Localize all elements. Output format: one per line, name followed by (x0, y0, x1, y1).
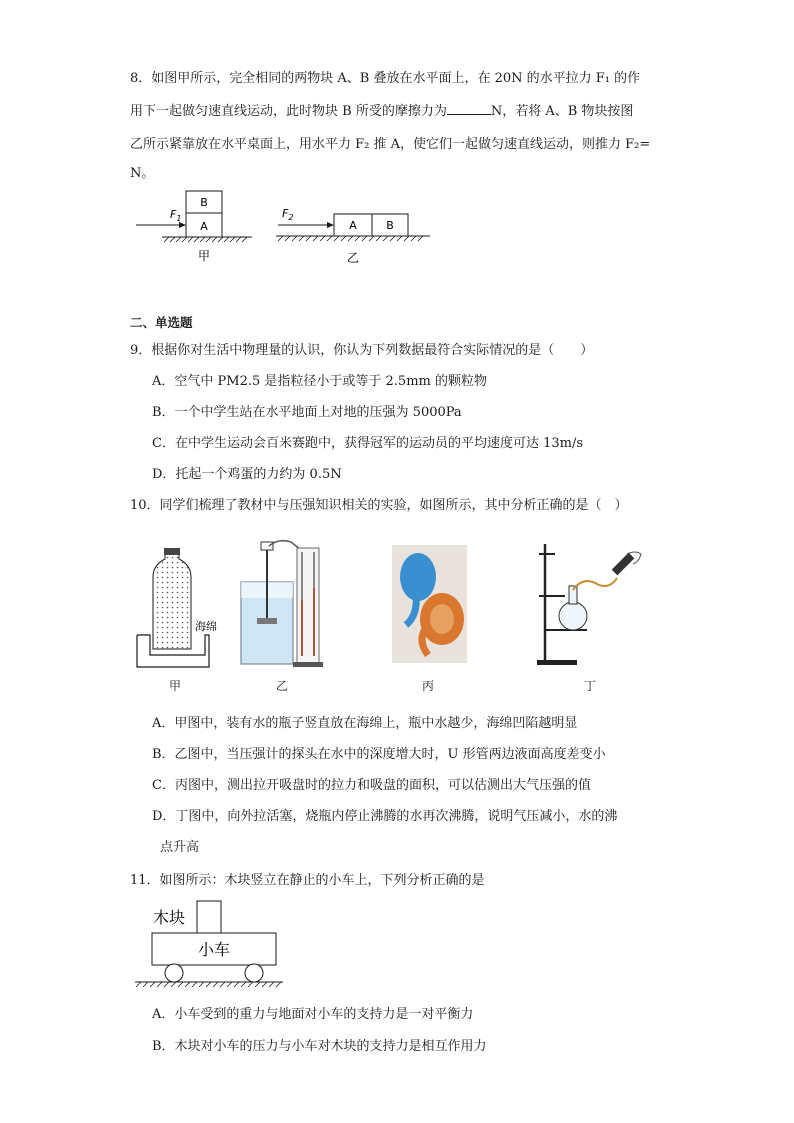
block-a-label: A (349, 219, 357, 232)
q8-line-2b: N，若将 A、B 物块按图 (490, 104, 634, 119)
wood-block-label: 木块 (153, 908, 186, 927)
q8-line-3 (130, 133, 650, 152)
probe-head (257, 618, 277, 624)
q10-option-b[interactable]: B．乙图中，当压强计的探头在水中的深度增大时，U 形管两边液面高度差变小 (152, 747, 606, 762)
ground-hatch (136, 982, 281, 987)
q10-figure-yi-pressure-gauge (235, 530, 330, 670)
cart-wheel-right (245, 964, 263, 982)
u-tube-board (297, 548, 319, 664)
wood-block (197, 901, 221, 933)
ground-hatch (278, 236, 423, 241)
connecting-tube (573, 578, 617, 590)
q8-answer-blank-1[interactable] (447, 102, 491, 115)
q8-line-1: 8．如图甲所示，完全相同的两物块 A、B 叠放在水平面上，在 20N 的水平拉力 F₁ 的作 (130, 71, 641, 86)
force-f2-label: $F_2$ (282, 207, 294, 222)
q10-caption-ding: 丁 (583, 679, 596, 693)
q9-option-b[interactable]: B．一个中学生站在水平地面上对地的压强为 5000Pa (152, 405, 462, 420)
cart-label: 小车 (197, 940, 231, 959)
q10-caption-jia: 甲 (168, 679, 181, 693)
q8-line-4-text: N。 (130, 166, 155, 181)
q9-stem: 9．根据你对生活中物理量的认识，你认为下列数据最符合实际情况的是（ ） (130, 343, 594, 358)
syringe (612, 553, 635, 576)
figure-yi-caption: 乙 (346, 251, 360, 265)
q11-figure-cart (133, 895, 288, 995)
q10-figure-jia-bottle-on-sponge (135, 545, 225, 670)
q11-option-a[interactable]: A．小车受到的重力与地面对小车的支持力是一对平衡力 (152, 1007, 474, 1022)
tube (269, 541, 301, 550)
block-a-label: A (200, 220, 208, 233)
cart-wheel-left (165, 964, 183, 982)
block-b-label: B (200, 196, 208, 209)
stand-base (537, 660, 577, 665)
q10-stem: 10．同学们梳理了教材中与压强知识相关的实验，如图所示，其中分析正确的是（ ） (130, 498, 628, 513)
q9-option-c[interactable]: C．在中学生运动会百米赛跑中，获得冠军的运动员的平均速度可达 13m/s (152, 436, 583, 451)
section-title: 二、单选题 (130, 315, 193, 330)
q8-line-2a: 用下一起做匀速直线运动，此时物块 B 所受的摩擦力为 (130, 104, 447, 119)
q10-figure-bing-suction-cups (392, 545, 467, 663)
q11-option-b[interactable]: B．木块对小车的压力与小车对木块的支持力是相互作用力 (152, 1039, 487, 1054)
force-f2-arrowhead (327, 222, 334, 228)
q8-line-2 (130, 100, 633, 119)
suction-cup-blue (400, 553, 436, 601)
force-f1-label: $F_1$ (170, 208, 182, 223)
q10-option-a[interactable]: A．甲图中，装有水的瓶子竖直放在海绵上，瓶中水越少，海绵凹陷越明显 (152, 716, 578, 731)
q9-option-a[interactable]: A．空气中 PM2.5 是指粒径小于或等于 2.5mm 的颗粒物 (152, 374, 487, 389)
flask (559, 602, 587, 630)
q8-line-4 (130, 162, 154, 181)
q10-caption-bing: 丙 (421, 679, 434, 693)
q10-option-c[interactable]: C．丙图中，测出拉开吸盘时的拉力和吸盘的面积，可以估测出大气压强的值 (152, 778, 591, 793)
bottle-cap (164, 548, 180, 555)
q9-option-d[interactable]: D．托起一个鸡蛋的力约为 0.5N (152, 467, 342, 482)
q8-line-3-text: 乙所示紧靠放在水平桌面上，用水平力 F₂ 推 A，使它们一起做匀速直线运动，则推力 F₂= (130, 137, 651, 152)
q10-caption-yi: 乙 (275, 679, 288, 693)
q8-figure-jia (130, 185, 260, 265)
bottle (153, 553, 191, 649)
block-b-label: B (386, 219, 394, 232)
q10-option-d-continued: 点升高 (160, 840, 200, 855)
q11-stem: 11．如图所示：木块竖立在静止的小车上，下列分析正确的是 (130, 873, 485, 888)
figure-jia-caption: 甲 (197, 249, 211, 263)
q10-figure-ding-flask-syringe (535, 540, 645, 670)
sponge-label: 海绵 (195, 620, 217, 633)
ground-hatch (164, 237, 247, 242)
q8-figure-yi (270, 200, 435, 268)
q10-option-d[interactable]: D．丁图中，向外拉活塞，烧瓶内停止沸腾的水再次沸腾，说明气压减小，水的沸 (152, 809, 618, 824)
